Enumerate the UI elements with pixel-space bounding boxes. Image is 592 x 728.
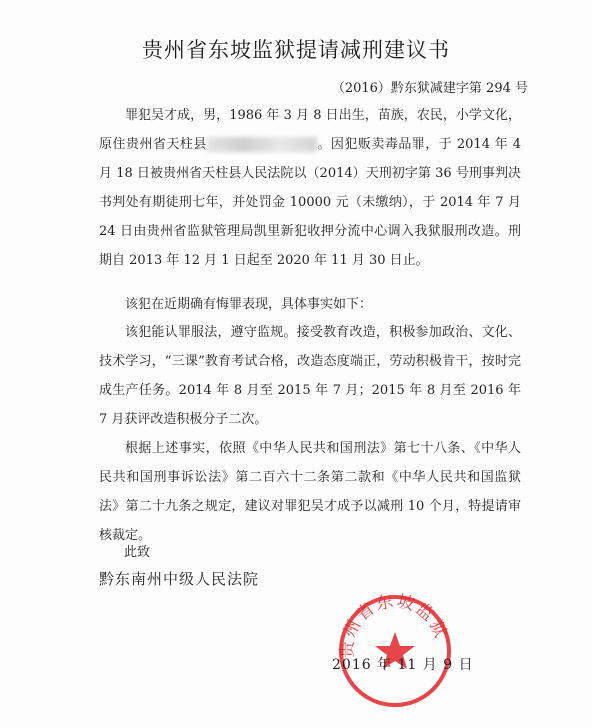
paragraph-facts <box>99 318 521 434</box>
paragraph-3-text: 该犯能认罪服法，遵守监规。接受教育改造，积极参加政治、文化、技术学习，“三课”教育考试合格，改造态度端正，劳动积极肯干，按时完成生产任务。2014 年 8 月至 2015 年 7 月；2015 年 8 月至 2016 年 7 月获评改造积极分子二次。 <box>99 325 521 427</box>
paragraph-1-text-a: 罪犯吴才成，男，1986 年 3 月 8 日出生，苗族，农民，小学文化，原住贵州省天柱县 <box>99 108 521 152</box>
document-date: 2016 年 11 月 9 日 <box>332 657 474 673</box>
paragraph-4-text: 根据上述事实，依照《中华人民共和国刑法》第七十八条、《中华人民共和国刑事诉讼法》第二百六十二条第二款和《中华人民共和国监狱法》第二十九条之规定，建议对罪犯吴才成予以减刑 10 个月，特提请审核裁定。 <box>99 441 521 543</box>
document-number: （2016）黔东狱减建字第 294 号 <box>331 81 528 96</box>
paragraph-1-text-b: 。因犯贩卖毒品罪，于 2014 年 4 月 18 日被贵州省天柱县人民法院以（2014）天刑初字第 36 号刑事判决书判处有期徒刑七年，并处罚金 10000 元（未缴纳），于 2014 年 7 月 24 日由贵州省监狱管理局凯里新犯收押分流中心调入我狱服刑改造。刑期自 2013 年 12 月 1 日起至 2020 年 11 月 30 日止。 <box>99 137 521 268</box>
recipient-court: 黔东南州中级人民法院 <box>99 570 260 588</box>
paragraph-remorse-intro <box>99 290 521 319</box>
document-title: 贵州省东坡监狱提请减刑建议书 <box>142 38 450 62</box>
paragraph-legal-basis <box>99 434 521 550</box>
seal-text: 贵州省东坡监狱 <box>337 592 452 659</box>
salutation: 此致 <box>124 545 151 560</box>
redacted-address <box>207 137 317 152</box>
paragraph-criminal-info <box>99 101 521 275</box>
paragraph-2-text: 该犯在近期确有悔罪表现，具体事实如下： <box>125 297 373 312</box>
official-seal-stamp <box>336 592 454 710</box>
